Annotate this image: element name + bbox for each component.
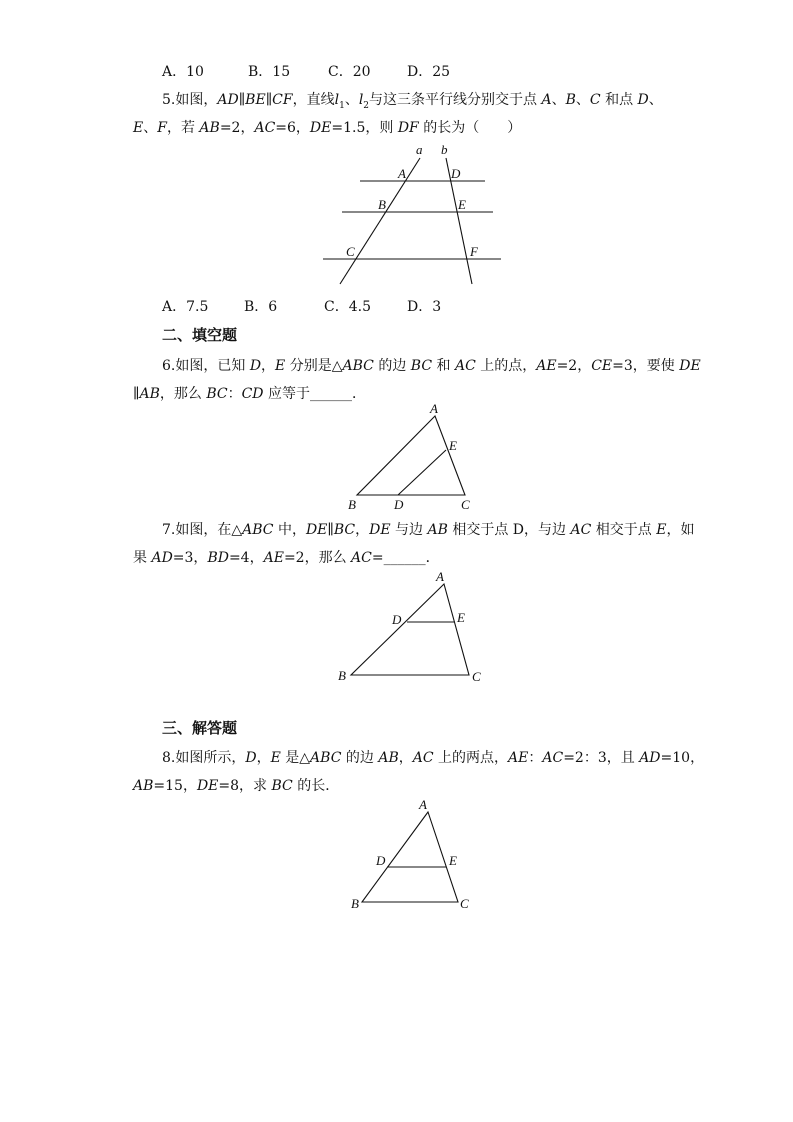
q8-text-line1: 8.如图所示，D，E 是△ABC 的边 AB，AC 上的两点，AE：AC=2：3，且 AD=10， [162, 750, 705, 766]
label-A: A [430, 402, 438, 416]
q5-text-line1: 5.如图，AD∥BE∥CF，直线$l_1$、$l_2$与这三条平行线分别交于点 A、B、C 和点 D、 [162, 92, 663, 111]
q4-option-d[interactable]: D．25 [407, 64, 451, 80]
q5-option-a[interactable]: A．7.5 [162, 299, 209, 315]
q8-figure [345, 795, 475, 915]
label-E: E [457, 610, 465, 625]
section-solution: 三、解答题 [162, 719, 238, 737]
label-B: B [348, 497, 356, 512]
label-A: A [398, 166, 406, 181]
label-B: B [338, 668, 346, 683]
q4-option-a[interactable]: A．10 [162, 64, 204, 80]
q5-text-line2: E、F，若 AB=2，AC=6，DE=1.5，则 DF 的长为（ ） [133, 120, 522, 136]
label-D: D [451, 166, 461, 181]
q7-figure [330, 568, 490, 688]
q4-option-b[interactable]: B．15 [248, 64, 291, 80]
q5-option-b[interactable]: B．6 [244, 299, 278, 315]
label-F: F [470, 244, 478, 259]
label-a: a [416, 142, 423, 157]
q6-figure [340, 402, 480, 514]
q7-text-line1: 7.如图，在△ABC 中，DE∥BC，DE 与边 AB 相交于点 D，与边 AC 相交于点 E，如 [162, 522, 695, 538]
q5-option-d[interactable]: D．3 [407, 299, 442, 315]
q8-text-line2: AB=15，DE=8，求 BC 的长． [133, 778, 340, 794]
label-A: A [436, 569, 444, 584]
label-B: B [351, 896, 359, 911]
section-fill-in-blank: 二、填空题 [162, 326, 238, 344]
triangle-abc [351, 584, 469, 675]
label-E: E [449, 853, 457, 868]
label-E: E [449, 438, 457, 453]
label-D: D [394, 497, 404, 512]
label-D: D [376, 853, 386, 868]
q5-figure [315, 140, 510, 290]
label-b: b [441, 142, 448, 157]
label-B: B [378, 197, 386, 212]
label-C: C [461, 497, 470, 512]
label-E: E [458, 197, 466, 212]
q7-text-line2: 果 AD=3，BD=4，AE=2，那么 AC=______． [133, 550, 440, 566]
q5-option-c[interactable]: C．4.5 [324, 299, 371, 315]
label-C: C [346, 244, 355, 259]
q6-text-line2: ∥AB，那么 BC：CD 应等于______． [133, 386, 366, 402]
label-D: D [392, 612, 402, 627]
q5-options [162, 296, 441, 316]
q6-text-line1: 6.如图，已知 D，E 分别是△ABC 的边 BC 和 AC 上的点，AE=2，CE=3，要使 DE [162, 358, 701, 374]
q4-options [162, 61, 450, 81]
segment-de [398, 450, 446, 495]
label-C: C [460, 896, 469, 911]
q4-option-c[interactable]: C．20 [328, 64, 371, 80]
line-a [340, 158, 420, 284]
label-C: C [472, 669, 481, 684]
label-A: A [419, 797, 427, 812]
